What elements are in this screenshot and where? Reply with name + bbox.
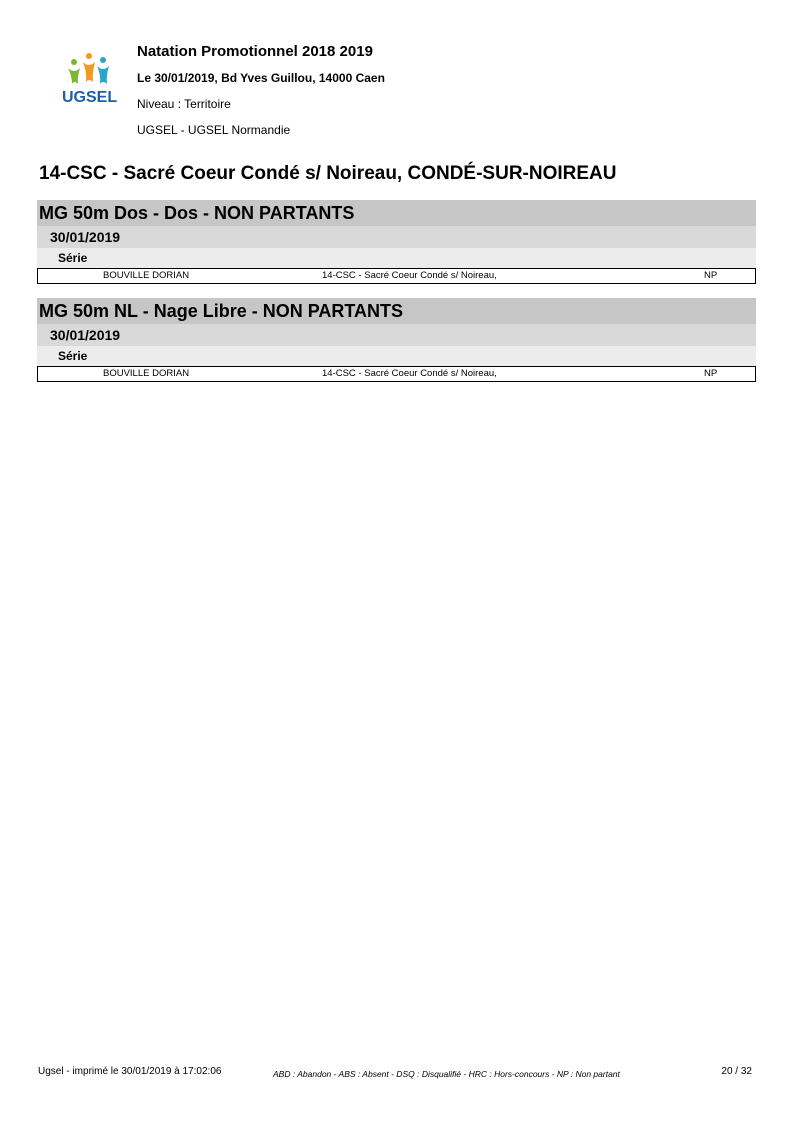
swimmer-club: 14-CSC - Sacré Coeur Condé s/ Noireau, [322,368,497,379]
event-section [37,200,756,284]
event-title: MG 50m Dos - Dos - NON PARTANTS [37,200,756,226]
footer-legend: ABD : Abandon - ABS : Absent - DSQ : Disqualifié - HRC : Hors-concours - NP : Non partant [273,1069,620,1079]
logo-text: UGSEL [62,89,118,106]
ugsel-logo [60,52,126,106]
result-row [37,366,756,382]
event-serie-label: Série [37,346,756,366]
meet-date-place: Le 30/01/2019, Bd Yves Guillou, 14000 Caen [137,71,385,85]
page-number: 20 / 32 [721,1066,752,1077]
club-title: 14-CSC - Sacré Coeur Condé s/ Noireau, CONDÉ-SUR-NOIREAU [39,163,617,184]
meet-title: Natation Promotionnel 2018 2019 [137,43,373,60]
swimmer-result: NP [704,270,718,281]
meet-organizer: UGSEL - UGSEL Normandie [137,123,291,137]
swimmer-name: BOUVILLE DORIAN [103,270,190,281]
swimmer-club: 14-CSC - Sacré Coeur Condé s/ Noireau, [322,270,497,281]
meet-level: Niveau : Territoire [137,97,231,111]
swimmer-result: NP [704,368,718,379]
footer-printed-date: Ugsel - imprimé le 30/01/2019 à 17:02:06 [38,1066,222,1077]
event-serie-label: Série [37,248,756,268]
result-row [37,268,756,284]
event-date: 30/01/2019 [37,226,756,248]
event-title: MG 50m NL - Nage Libre - NON PARTANTS [37,298,756,324]
event-section [37,298,756,382]
swimmer-name: BOUVILLE DORIAN [103,368,190,379]
event-date: 30/01/2019 [37,324,756,346]
